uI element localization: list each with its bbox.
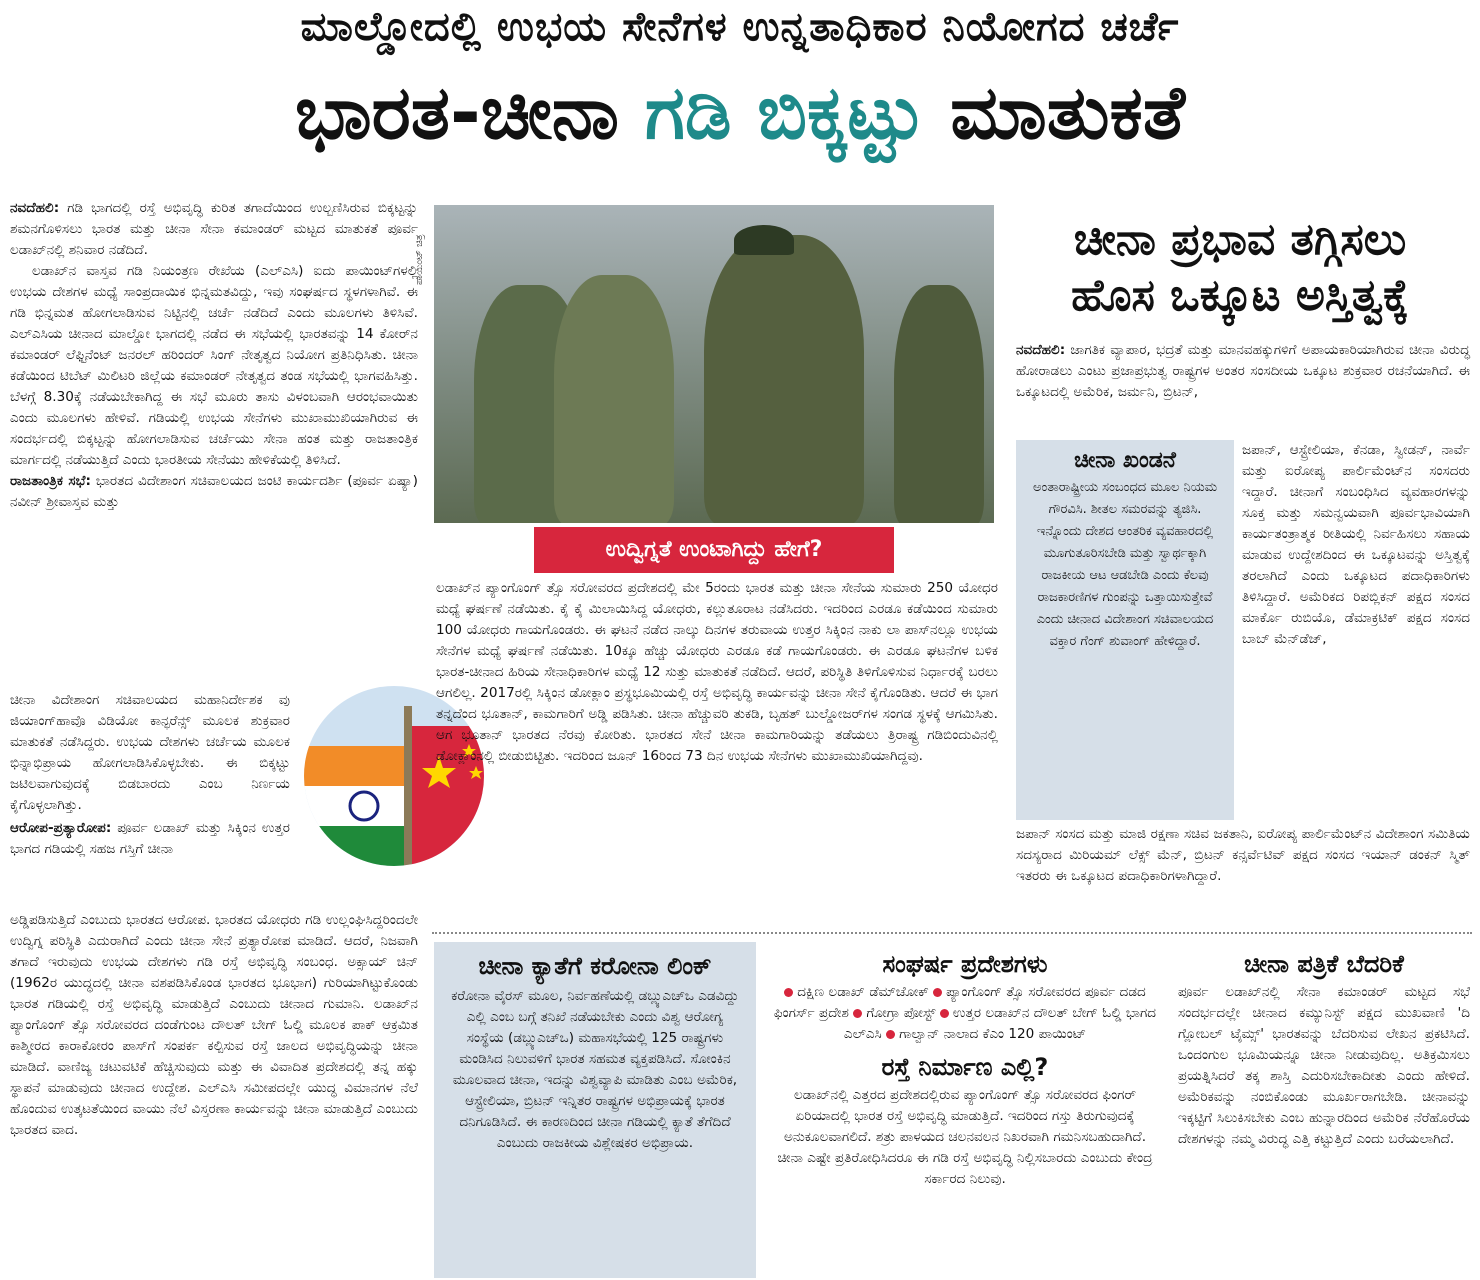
conflict-item: ಗಾಲ್ವಾನ್ ನಾಲಾದ ಕೆಎಂ 120 ಪಾಯಿಂಟ್	[899, 1026, 1087, 1042]
left-dateline: ನವದೆಹಲಿ:	[10, 200, 60, 216]
kicker-headline: ಮಾಲ್ಡೋದಲ್ಲಿ ಉಭಯ ಸೇನೆಗಳ ಉನ್ನತಾಧಿಕಾರ ನಿಯೋಗದ ಚರ್ಚೆ	[300, 4, 1180, 50]
headline-part3: ಮಾತುಕತೆ	[950, 70, 1185, 156]
right-dateline: ನವದೆಹಲಿ:	[1016, 342, 1066, 358]
middle-story: ಲಡಾಖ್‌ನ ಪ್ಯಾಂಗೊಂಗ್ ತ್ಸೊ ಸರೋವರದ ಪ್ರದೇಶದಲ್ಲಿ ಮೇ 5ರಂದು ಭಾರತ ಮತ್ತು ಚೀನಾ ಸೇನೆಯ ಸುಮಾರು 250 ಯೋಧರ ಮಧ್ಯೆ ಘರ್ಷಣೆ ನಡೆಯಿತು. ಕೈ ಕೈ ಮಿಲಾಯಿಸಿದ್ದ ಯೋಧರು, ಕಲ್ಲುತೂರಾಟ ನಡೆಸಿದರು. ಇದರಿಂದ ಎರಡೂ ಕಡೆಯಿಂದ ಸುಮಾರು 100 ಯೋಧರು ಗಾಯಗೊಂಡರು. ಈ ಘಟನೆ ನಡೆದ ನಾಲ್ಕು ದಿನಗಳ ತರುವಾಯ ಉತ್ತರ ಸಿಕ್ಕಿಂನ ನಾಕು ಲಾ ಪಾಸ್‌ನಲ್ಲೂ ಉಭಯ ಸೇನೆಗಳ ಮಧ್ಯೆ ಘರ್ಷಣೆ ನಡೆಯಿತು. 10ಕ್ಕೂ ಹೆಚ್ಚು ಯೋಧರು ಎರಡೂ ಕಡೆ ಗಾಯಗೊಂಡರು. ಈ ಎರಡೂ ಘಟನೆಗಳ ಬಳಿಕ ಭಾರತ-ಚೀನಾದ ಹಿರಿಯ ಸೇನಾಧಿಕಾರಿಗಳ ಮಧ್ಯೆ 12 ಸುತ್ತು ಮಾತುಕತೆ ನಡೆದಿದೆ. ಆದರೆ, ಪರಿಸ್ಥಿತಿ ತಿಳಿಗೊಳಿಸುವ ನಿರ್ಧಾರಕ್ಕೆ ಬರಲು ಆಗಲಿಲ್ಲ. 2017ರಲ್ಲಿ ಸಿಕ್ಕಿಂನ ಡೋಕ್ಲಾಂ ಪ್ರಸ್ಥಭೂಮಿಯಲ್ಲಿ ರಸ್ತೆ ಅಭಿವೃದ್ಧಿ ಕಾರ್ಯವನ್ನು ಚೀನಾ ಸೇನೆ ಕೈಗೊಂಡಿತು. ಆದರೆ ಈ ಭಾಗ ತನ್ನದೆಂದ ಭೂತಾನ್, ಕಾಮಗಾರಿಗೆ ಅಡ್ಡಿ ಪಡಿಸಿತು. ಚೀನಾ ಹೆಚ್ಚುವರಿ ತುಕಡಿ, ಬೃಹತ್ ಬುಲ್ಡೋಜರ್‌ಗಳ ಸಂಗಡ ಸ್ಥಳಕ್ಕೆ ಆಗಮಿಸಿತು. ಆಗ ಭೂತಾನ್ ಭಾರತದ ನೆರವು ಕೋರಿತು. ಭಾರತದ ಸೇನೆ ಚೀನಾ ಕಾಮಗಾರಿಯನ್ನು ತಡೆಯಲು ತ್ರಿರಾಷ್ಟ್ರ ಗಡಿಬಿಂದುವಿನಲ್ಲಿ ಡೋಕ್ಲಾಂನಲ್ಲಿ ಬೀಡುಬಿಟ್ಟಿತು. ಇದರಿಂದ ಜೂನ್ 16ರಿಂದ 73 ದಿನ ಉಭಯ ಸೇನೆಗಳು ಮುಖಾಮುಖಿಯಾಗಿದ್ದವು.	[436, 580, 998, 764]
road-section	[770, 1053, 1160, 1190]
bullet-dot	[886, 1030, 895, 1039]
bullet-dot	[784, 988, 793, 997]
headline-part2: ಗಡಿ ಬಿಕ್ಕಟ್ಟು	[644, 70, 925, 156]
left-sub2-wrap: ಪೂರ್ವ ಲಡಾಖ್ ಮತ್ತು ಸಿಕ್ಕಿಂನ ಉತ್ತರ ಭಾಗದ ಗಡಿಯಲ್ಲಿ ಸಹಜ ಗಸ್ತಿಗೆ ಚೀನಾ	[10, 820, 290, 857]
conflict-title: ಸಂಘರ್ಷ ಪ್ರದೇಶಗಳು	[882, 950, 1048, 978]
right-headline	[1010, 212, 1470, 324]
left-para-2: ಲಡಾಖ್‌ನ ವಾಸ್ತವ ಗಡಿ ನಿಯಂತ್ರಣ ರೇಖೆಯ (ಎಲ್‌ಎಸಿ) ಐದು ಪಾಯಿಂಟ್‌ಗಳಲ್ಲಿ ಉಭಯ ದೇಶಗಳ ಮಧ್ಯೆ ಸಾಂಪ್ರದಾಯಿಕ ಭಿನ್ನಮತವಿದ್ದು, ಇವು ಸಂಘರ್ಷದ ಸ್ಥಳಗಳಾಗಿವೆ. ಈ ಗಡಿ ಭಿನ್ನಮತ ಹೋಗಲಾಡಿಸುವ ನಿಟ್ಟಿನಲ್ಲಿ ಚರ್ಚೆ ನಡೆದಿದೆ ಎಂದು ಮೂಲಗಳು ತಿಳಿಸಿವೆ. ಎಲ್‌ಎಸಿಯ ಚೀನಾದ ಮಾಲ್ಡೋ ಭಾಗದಲ್ಲಿ ನಡೆದ ಈ ಸಭೆಯಲ್ಲಿ ಭಾರತವನ್ನು 14 ಕೋರ್‌ನ ಕಮಾಂಡರ್ ಲೆಫ್ಟಿನೆಂಟ್ ಜನರಲ್ ಹರಿಂದರ್ ಸಿಂಗ್ ನೇತೃತ್ವದ ನಿಯೋಗ ಪ್ರತಿನಿಧಿಸಿತು. ಚೀನಾ ಕಡೆಯಿಂದ ಟಿಬೆಟ್ ಮಿಲಿಟರಿ ಜಿಲ್ಲೆಯ ಕಮಾಂಡರ್ ನೇತೃತ್ವದ ತಂಡ ಸಭೆಯಲ್ಲಿ ಭಾಗವಹಿಸಿತ್ತು. ಬೆಳಗ್ಗೆ 8.30ಕ್ಕೆ ನಡೆಯಬೇಕಾಗಿದ್ದ ಈ ಸಭೆ ಮೂರು ತಾಸು ವಿಳಂಬವಾಗಿ ಆರಂಭವಾಯಿತು ಎಂದು ಮೂಲಗಳು ಹೇಳಿವೆ. ಗಡಿಯಲ್ಲಿ ಉಭಯ ಸೇನೆಗಳು ಮುಖಾಮುಖಿಯಾಗಿರುವ ಈ ಸಂದರ್ಭದಲ್ಲಿ ಬಿಕ್ಕಟ್ಟನ್ನು ಹೋಗಲಾಡಿಸುವ ಚರ್ಚೆಯು ಸೇನಾ ಹಂತ ಮತ್ತು ರಾಜತಾಂತ್ರಿಕ ಮಾರ್ಗದಲ್ಲಿ ನಡೆಯುತ್ತಿದೆ ಎಂದು ಭಾರತೀಯ ಸೇನೆಯು ಹೇಳಿಕೆಯಲ್ಲಿ ತಿಳಿಸಿದೆ.	[10, 263, 418, 468]
china-condemnation-box	[1016, 440, 1234, 820]
conflict-item: ಉತ್ತರ ಲಡಾಖ್‌ನ ದೌಲತ್ ಬೇಗ್ ಓಲ್ಡಿ ಭಾಗದ ಎಲ್‌ಎಸಿ	[843, 1005, 1157, 1042]
main-headline	[0, 70, 1480, 156]
box-title: ಚೀನಾ ಖಂಡನೆ	[1074, 448, 1176, 473]
left-story	[10, 198, 418, 513]
right-intro: ಜಾಗತಿಕ ವ್ಯಾಪಾರ, ಭದ್ರತೆ ಮತ್ತು ಮಾನವಹಕ್ಕುಗಳಿಗೆ ಅಪಾಯಕಾರಿಯಾಗಿರುವ ಚೀನಾ ವಿರುದ್ಧ ಹೋರಾಡಲು ಎಂಟು ಪ್ರಜಾಪ್ರಭುತ್ವ ರಾಷ್ಟ್ರಗಳ ಅಂತರ ಸಂಸದೀಯ ಒಕ್ಕೂಟ ಶುಕ್ರವಾರ ರಚನೆಯಾಗಿದೆ. ಈ ಒಕ್ಕೂಟದಲ್ಲಿ ಅಮೆರಿಕ, ಜರ್ಮನಿ, ಬ್ರಿಟನ್,	[1016, 342, 1470, 400]
section-divider	[432, 932, 1472, 934]
right-story-narrow: ಜಪಾನ್, ಆಸ್ಟ್ರೇಲಿಯಾ, ಕೆನಡಾ, ಸ್ವೀಡನ್, ನಾರ್ವೆ ಮತ್ತು ಐರೋಪ್ಯ ಪಾರ್ಲಿಮೆಂಟ್‌ನ ಸಂಸದರು ಇದ್ದಾರೆ. ಚೀನಾಗೆ ಸಂಬಂಧಿಸಿದ ವ್ಯವಹಾರಗಳನ್ನು ಸೂಕ್ತ ಮತ್ತು ಸಮನ್ವಯವಾಗಿ ಪೂರ್ವಭಾವಿಯಾಗಿ ಕಾರ್ಯತಂತ್ರಾತ್ಮಕ ರೀತಿಯಲ್ಲಿ ನಿರ್ವಹಿಸಲು ಸಹಾಯ ಮಾಡುವ ಉದ್ದೇಶದಿಂದ ಈ ಒಕ್ಕೂಟವನ್ನು ಅಸ್ತಿತ್ವಕ್ಕೆ ತರಲಾಗಿದೆ ಎಂದು ಒಕ್ಕೂಟದ ಪದಾಧಿಕಾರಿಗಳು ತಿಳಿಸಿದ್ದಾರೆ. ಅಮೆರಿಕದ ರಿಪಬ್ಲಿಕನ್ ಪಕ್ಷದ ಸಂಸದ ಮಾರ್ಕೊ ರುಬಿಯೊ, ಡೆಮಾಕ್ರಟಿಕ್ ಪಕ್ಷದ ಸಂಸದ ಬಾಬ್ ಮೆನ್‌ಡೆಜ್,	[1242, 442, 1470, 647]
tension-tag: ಉದ್ವಿಗ್ನತೆ ಉಂಟಾಗಿದ್ದು ಹೇಗೆ?	[534, 527, 894, 573]
photo-credit: ಪಾಯಿಂಟ್ ಚಿತ್ರ	[414, 234, 425, 286]
left-para-1: ಗಡಿ ಭಾಗದಲ್ಲಿ ರಸ್ತೆ ಅಭಿವೃದ್ಧಿ ಕುರಿತ ತಗಾದೆಯಿಂದ ಉಲ್ಬಣಿಸಿರುವ ಬಿಕ್ಕಟ್ಟನ್ನು ಶಮನಗೊಳಿಸಲು ಭಾರತ ಮತ್ತು ಚೀನಾ ಸೇನಾ ಕಮಾಂಡರ್ ಮಟ್ಟದ ಮಾತುಕತೆ ಪೂರ್ವ ಲಡಾಖ್‌ನಲ್ಲಿ ಶನಿವಾರ ನಡೆದಿದೆ.	[10, 200, 418, 258]
right-story-tail: ಜಪಾನ್ ಸಂಸದ ಮತ್ತು ಮಾಜಿ ರಕ್ಷಣಾ ಸಚಿವ ಜಕತಾನಿ, ಐರೋಪ್ಯ ಪಾರ್ಲಿಮೆಂಟ್‌ನ ವಿದೇಶಾಂಗ ಸಮಿತಿಯ ಸದಸ್ಯರಾದ ಮಿರಿಯಮ್ ಲೆಕ್ಸ್ ಮೆನ್, ಬ್ರಿಟನ್ ಕನ್ಸರ್ವೆಟಿವ್ ಪಕ್ಷದ ಸಂಸದ ಇಯಾನ್ ಡಂಕನ್ ಸ್ಮಿತ್ ಇತರರು ಈ ಒಕ್ಕೂಟದ ಪದಾಧಿಕಾರಿಗಳಾಗಿದ್ದಾರೆ.	[1016, 826, 1470, 884]
box-text: ಅಂತಾರಾಷ್ಟ್ರೀಯ ಸಂಬಂಧದ ಮೂಲ ನಿಯಮ ಗೌರವಿಸಿ. ಶೀತಲ ಸಮರವನ್ನು ತ್ಯಜಿಸಿ. ಇನ್ನೊಂದು ದೇಶದ ಆಂತರಿಕ ವ್ಯವಹಾರದಲ್ಲಿ ಮೂಗುತೂರಿಸಬೇಡಿ ಮತ್ತು ಸ್ವಾರ್ಥಕ್ಕಾಗಿ ರಾಜಕೀಯ ಆಟ ಆಡಬೇಡಿ ಎಂದು ಕೆಲವು ರಾಜಕಾರಣಿಗಳ ಗುಂಪನ್ನು ಒತ್ತಾಯಿಸುತ್ತೇವೆ ಎಂದು ಚೀನಾದ ವಿದೇಶಾಂಗ ಸಚಿವಾಲಯದ ವಕ್ತಾರ ಗೆಂಗ್ ಶುವಾಂಗ್ ಹೇಳಿದ್ದಾರೆ.	[1032, 480, 1218, 649]
army-officers-photo	[434, 205, 994, 523]
left-wrap-para: ಚೀನಾ ವಿದೇಶಾಂಗ ಸಚಿವಾಲಯದ ಮಹಾನಿರ್ದೇಶಕ ವು ಜಿಯಾಂಗ್‌ಹಾವೊ ವಿಡಿಯೋ ಕಾನ್ಫರೆನ್ಸ್ ಮೂಲಕ ಶುಕ್ರವಾರ ಮಾತುಕತೆ ನಡೆಸಿದ್ದರು. ಉಭಯ ದೇಶಗಳು ಚರ್ಚೆಯ ಮೂಲಕ ಭಿನ್ನಾಭಿಪ್ರಾಯ ಹೋಗಲಾಡಿಸಿಕೊಳ್ಳಬೇಕು. ಈ ಬಿಕ್ಕಟ್ಟು ಜಟಿಲವಾಗುವುದಕ್ಕೆ ಬಿಡಬಾರದು ಎಂಬ ನಿರ್ಣಯ ಕೈಗೊಳ್ಳಲಾಗಿತ್ತು.	[10, 692, 290, 813]
threat-text: ಪೂರ್ವ ಲಡಾಖ್‌ನಲ್ಲಿ ಸೇನಾ ಕಮಾಂಡರ್ ಮಟ್ಟದ ಸಭೆ ಸಂದರ್ಭದಲ್ಲೇ ಚೀನಾದ ಕಮ್ಯುನಿಸ್ಟ್ ಪಕ್ಷದ ಮುಖವಾಣಿ 'ದಿ ಗ್ಲೋಬಲ್ ಟೈಮ್ಸ್' ಭಾರತವನ್ನು ಬೆದರಿಸುವ ಲೇಖನ ಪ್ರಕಟಿಸಿದೆ. ಒಂದಂಗುಲ ಭೂಮಿಯನ್ನೂ ಚೀನಾ ನೀಡುವುದಿಲ್ಲ. ಅತಿಕ್ರಮಿಸಲು ಪ್ರಯತ್ನಿಸಿದರೆ ತಕ್ಕ ಶಾಸ್ತಿ ಎದುರಿಸಬೇಕಾದೀತು ಎಂದು ಹೇಳಿದೆ. ಅಮೆರಿಕವನ್ನು ನಂಬಿಕೊಂಡು ಮೂರ್ಖರಾಗಬೇಡಿ. ಚೀನಾವನ್ನು ಇಕ್ಕಟ್ಟಿಗೆ ಸಿಲುಕಿಸಬೇಕು ಎಂಬ ಹುನ್ನಾರದಿಂದ ಅಮೆರಿಕ ನೆರೆಹೊರೆಯ ದೇಶಗಳನ್ನು ನಮ್ಮ ವಿರುದ್ಧ ಎತ್ತಿ ಕಟ್ಟುತ್ತಿದೆ ಎಂದು ಬರೆಯಲಾಗಿದೆ.	[1178, 984, 1470, 1147]
newspaper-threat	[1178, 950, 1470, 1150]
left-sub1-text: ಭಾರತದ ವಿದೇಶಾಂಗ ಸಚಿವಾಲಯದ ಜಂಟಿ ಕಾರ್ಯದರ್ಶಿ (ಪೂರ್ವ ಏಷ್ಯಾ) ನವೀನ್ ಶ್ರೀವಾಸ್ತವ ಮತ್ತು	[10, 473, 418, 510]
road-text: ಲಡಾಖ್‌ನಲ್ಲಿ ಎತ್ತರದ ಪ್ರದೇಶದಲ್ಲಿರುವ ಪ್ಯಾಂಗೊಂಗ್ ತ್ಸೊ ಸರೋವರದ ಫಿಂಗರ್ ಏರಿಯಾದಲ್ಲಿ ಭಾರತ ರಸ್ತೆ ಅಭಿವೃದ್ಧಿ ಮಾಡುತ್ತಿದೆ. ಇದರಿಂದ ಗಸ್ತು ತಿರುಗುವುದಕ್ಕೆ ಅನುಕೂಲವಾಗಲಿದೆ. ಶತ್ರು ಪಾಳಯದ ಚಲನವಲನ ನಿಖರವಾಗಿ ಗಮನಿಸಬಹುದಾಗಿದೆ. ಚೀನಾ ಎಷ್ಟೇ ಪ್ರತಿರೋಧಿಸಿದರೂ ಈ ಗಡಿ ರಸ್ತೆ ಅಭಿವೃದ್ಧಿ ನಿಲ್ಲಿಸಬಾರದು ಎಂಬುದು ಕೇಂದ್ರ ಸರ್ಕಾರದ ನಿಲುವು.	[777, 1087, 1153, 1187]
corona-box	[434, 942, 756, 1278]
bullet-dot	[853, 1009, 862, 1018]
corona-text: ಕರೋನಾ ವೈರಸ್ ಮೂಲ, ನಿರ್ವಹಣೆಯಲ್ಲಿ ಡಬ್ಲ್ಯುಎಚ್‌ಒ ಎಡವಿದ್ದು ಎಲ್ಲಿ ಎಂಬ ಬಗ್ಗೆ ತನಿಖೆ ನಡೆಯಬೇಕು ಎಂದು ವಿಶ್ವ ಆರೋಗ್ಯ ಸಂಸ್ಥೆಯ (ಡಬ್ಲ್ಯುಎಚ್‌ಒ) ಮಹಾಸಭೆಯಲ್ಲಿ 125 ರಾಷ್ಟ್ರಗಳು ಮಂಡಿಸಿದ ನಿಲುವಳಿಗೆ ಭಾರತ ಸಹಮತ ವ್ಯಕ್ತಪಡಿಸಿದೆ. ಸೋಂಕಿನ ಮೂಲವಾದ ಚೀನಾ, ಇದನ್ನು ವಿಶ್ವವ್ಯಾಪಿ ಮಾಡಿತು ಎಂಬ ಅಮೆರಿಕ, ಆಸ್ಟ್ರೇಲಿಯಾ, ಬ್ರಿಟನ್ ಇನ್ನಿತರ ರಾಷ್ಟ್ರಗಳ ಅಭಿಪ್ರಾಯಕ್ಕೆ ಭಾರತ ದನಿಗೂಡಿಸಿದೆ. ಈ ಕಾರಣದಿಂದ ಚೀನಾ ಗಡಿಯಲ್ಲಿ ಕ್ಯಾತೆ ತೆಗೆದಿದೆ ಎಂಬುದು ರಾಜಕೀಯ ವಿಶ್ಲೇಷಕರ ಅಭಿಪ್ರಾಯ.	[451, 988, 739, 1151]
road-title: ರಸ್ತೆ ನಿರ್ಮಾಣ ಎಲ್ಲಿ?	[881, 1053, 1049, 1081]
conflict-item: ಪ್ಯಾಂಗೊಂಗ್ ತ್ಸೊ ಸರೋವರದ ಪೂರ್ವ ದಡದ ಫಿಂಗರ್ಸ್ ಪ್ರದೇಶ	[773, 984, 1146, 1021]
left-wrap-text	[10, 690, 290, 860]
conflict-areas	[770, 950, 1160, 1190]
conflict-list	[770, 982, 1160, 1045]
conflict-item: ಗೋಗ್ರಾ ಪೋಸ್ಟ್	[866, 1005, 936, 1021]
bullet-dot	[940, 1009, 949, 1018]
conflict-item: ದಕ್ಷಿಣ ಲಡಾಖ್ ಡೆಮ್‌ಚೋಕ್	[797, 984, 929, 1000]
left-story-continued: ಅಡ್ಡಿಪಡಿಸುತ್ತಿದೆ ಎಂಬುದು ಭಾರತದ ಆರೋಪ. ಭಾರತದ ಯೋಧರು ಗಡಿ ಉಲ್ಲಂಘಿಸಿದ್ದರಿಂದಲೇ ಉದ್ವಿಗ್ನ ಪರಿಸ್ಥಿತಿ ಎದುರಾಗಿದೆ ಎಂದು ಚೀನಾ ಸೇನೆ ಪ್ರತ್ಯಾರೋಪ ಮಾಡಿದೆ. ಆದರೆ, ನಿಜವಾಗಿ ತಗಾದೆ ಇರುವುದು ಉಭಯ ದೇಶಗಳು ಗಡಿ ರಸ್ತೆ ಅಭಿವೃದ್ಧಿ ಸಂಬಂಧ. ಅಕ್ಸಾಯ್ ಚಿನ್ (1962ರ ಯುದ್ಧದಲ್ಲಿ ಚೀನಾ ವಶಪಡಿಸಿಕೊಂಡ ಭಾರತದ ಭೂಭಾಗ) ಗುರಿಯಾಗಿಟ್ಟುಕೊಂಡು ಭಾರತ ಗಡಿಯಲ್ಲಿ ರಸ್ತೆ ಅಭಿವೃದ್ಧಿ ಮಾಡುತ್ತಿದೆ ಎಂಬುದು ಚೀನಾದ ಗುಮಾನಿ. ಲಡಾಖ್‌ನ ಪ್ಯಾಂಗೊಂಗ್ ತ್ಸೊ ಸರೋವರದ ದಂಡೆಗುಂಟ ದೌಲತ್ ಬೇಗ್ ಓಲ್ಡಿ ಮೂಲಕ ಪಾಕ್ ಆಕ್ರಮಿತ ಕಾಶ್ಮೀರದ ಕಾರಾಕೋರಂ ಪಾಸ್‌ಗೆ ಸಂಪರ್ಕ ಕಲ್ಪಿಸುವ ರಸ್ತೆ ಜಾಲದ ಅಭಿವೃದ್ಧಿಯನ್ನು ಚೀನಾ ಮಾಡಿದೆ. ವಾಣಿಜ್ಯ ಚಟುವಟಿಕೆ ಹೆಚ್ಚಿಸುವುದು ಮತ್ತು ಈ ವಿವಾದಿತ ಪ್ರದೇಶದಲ್ಲಿ ತನ್ನ ಹಕ್ಕು ಸ್ಥಾಪನೆ ಮಾಡುವುದು ಚೀನಾದ ಉದ್ದೇಶ. ಎಲ್‌ಎಸಿ ಸಮೀಪದಲ್ಲೇ ಯುದ್ಧ ವಿಮಾನಗಳ ನೆಲೆ ಹೊಂದುವ ಉತ್ಕಟತೆಯಿಂದ ವಾಯು ನೆಲೆ ವಿಸ್ತರಣಾ ಕಾರ್ಯವನ್ನು ಚೀನಾ ಮಾಡುತ್ತಿದೆ ಎಂಬುದು ಭಾರತದ ವಾದ.	[10, 912, 418, 1138]
bullet-dot	[933, 988, 942, 997]
corona-title: ಚೀನಾ ಕ್ಯಾತೆಗೆ ಕರೋನಾ ಲಿಂಕ್	[478, 952, 712, 980]
headline-part1: ಭಾರತ-ಚೀನಾ	[295, 70, 620, 156]
right-headline-line1: ಚೀನಾ ಪ್ರಭಾವ ತಗ್ಗಿಸಲು	[1073, 214, 1407, 265]
right-story-intro	[1016, 340, 1470, 403]
right-headline-line2: ಹೊಸ ಒಕ್ಕೂಟ ಅಸ್ತಿತ್ವಕ್ಕೆ	[1071, 270, 1409, 321]
left-sub2-lead: ಆರೋಪ-ಪ್ರತ್ಯಾರೋಪ:	[10, 820, 112, 836]
left-sub1-lead: ರಾಜತಾಂತ್ರಿಕ ಸಭೆ:	[10, 473, 91, 489]
threat-title: ಚೀನಾ ಪತ್ರಿಕೆ ಬೆದರಿಕೆ	[1244, 950, 1404, 978]
